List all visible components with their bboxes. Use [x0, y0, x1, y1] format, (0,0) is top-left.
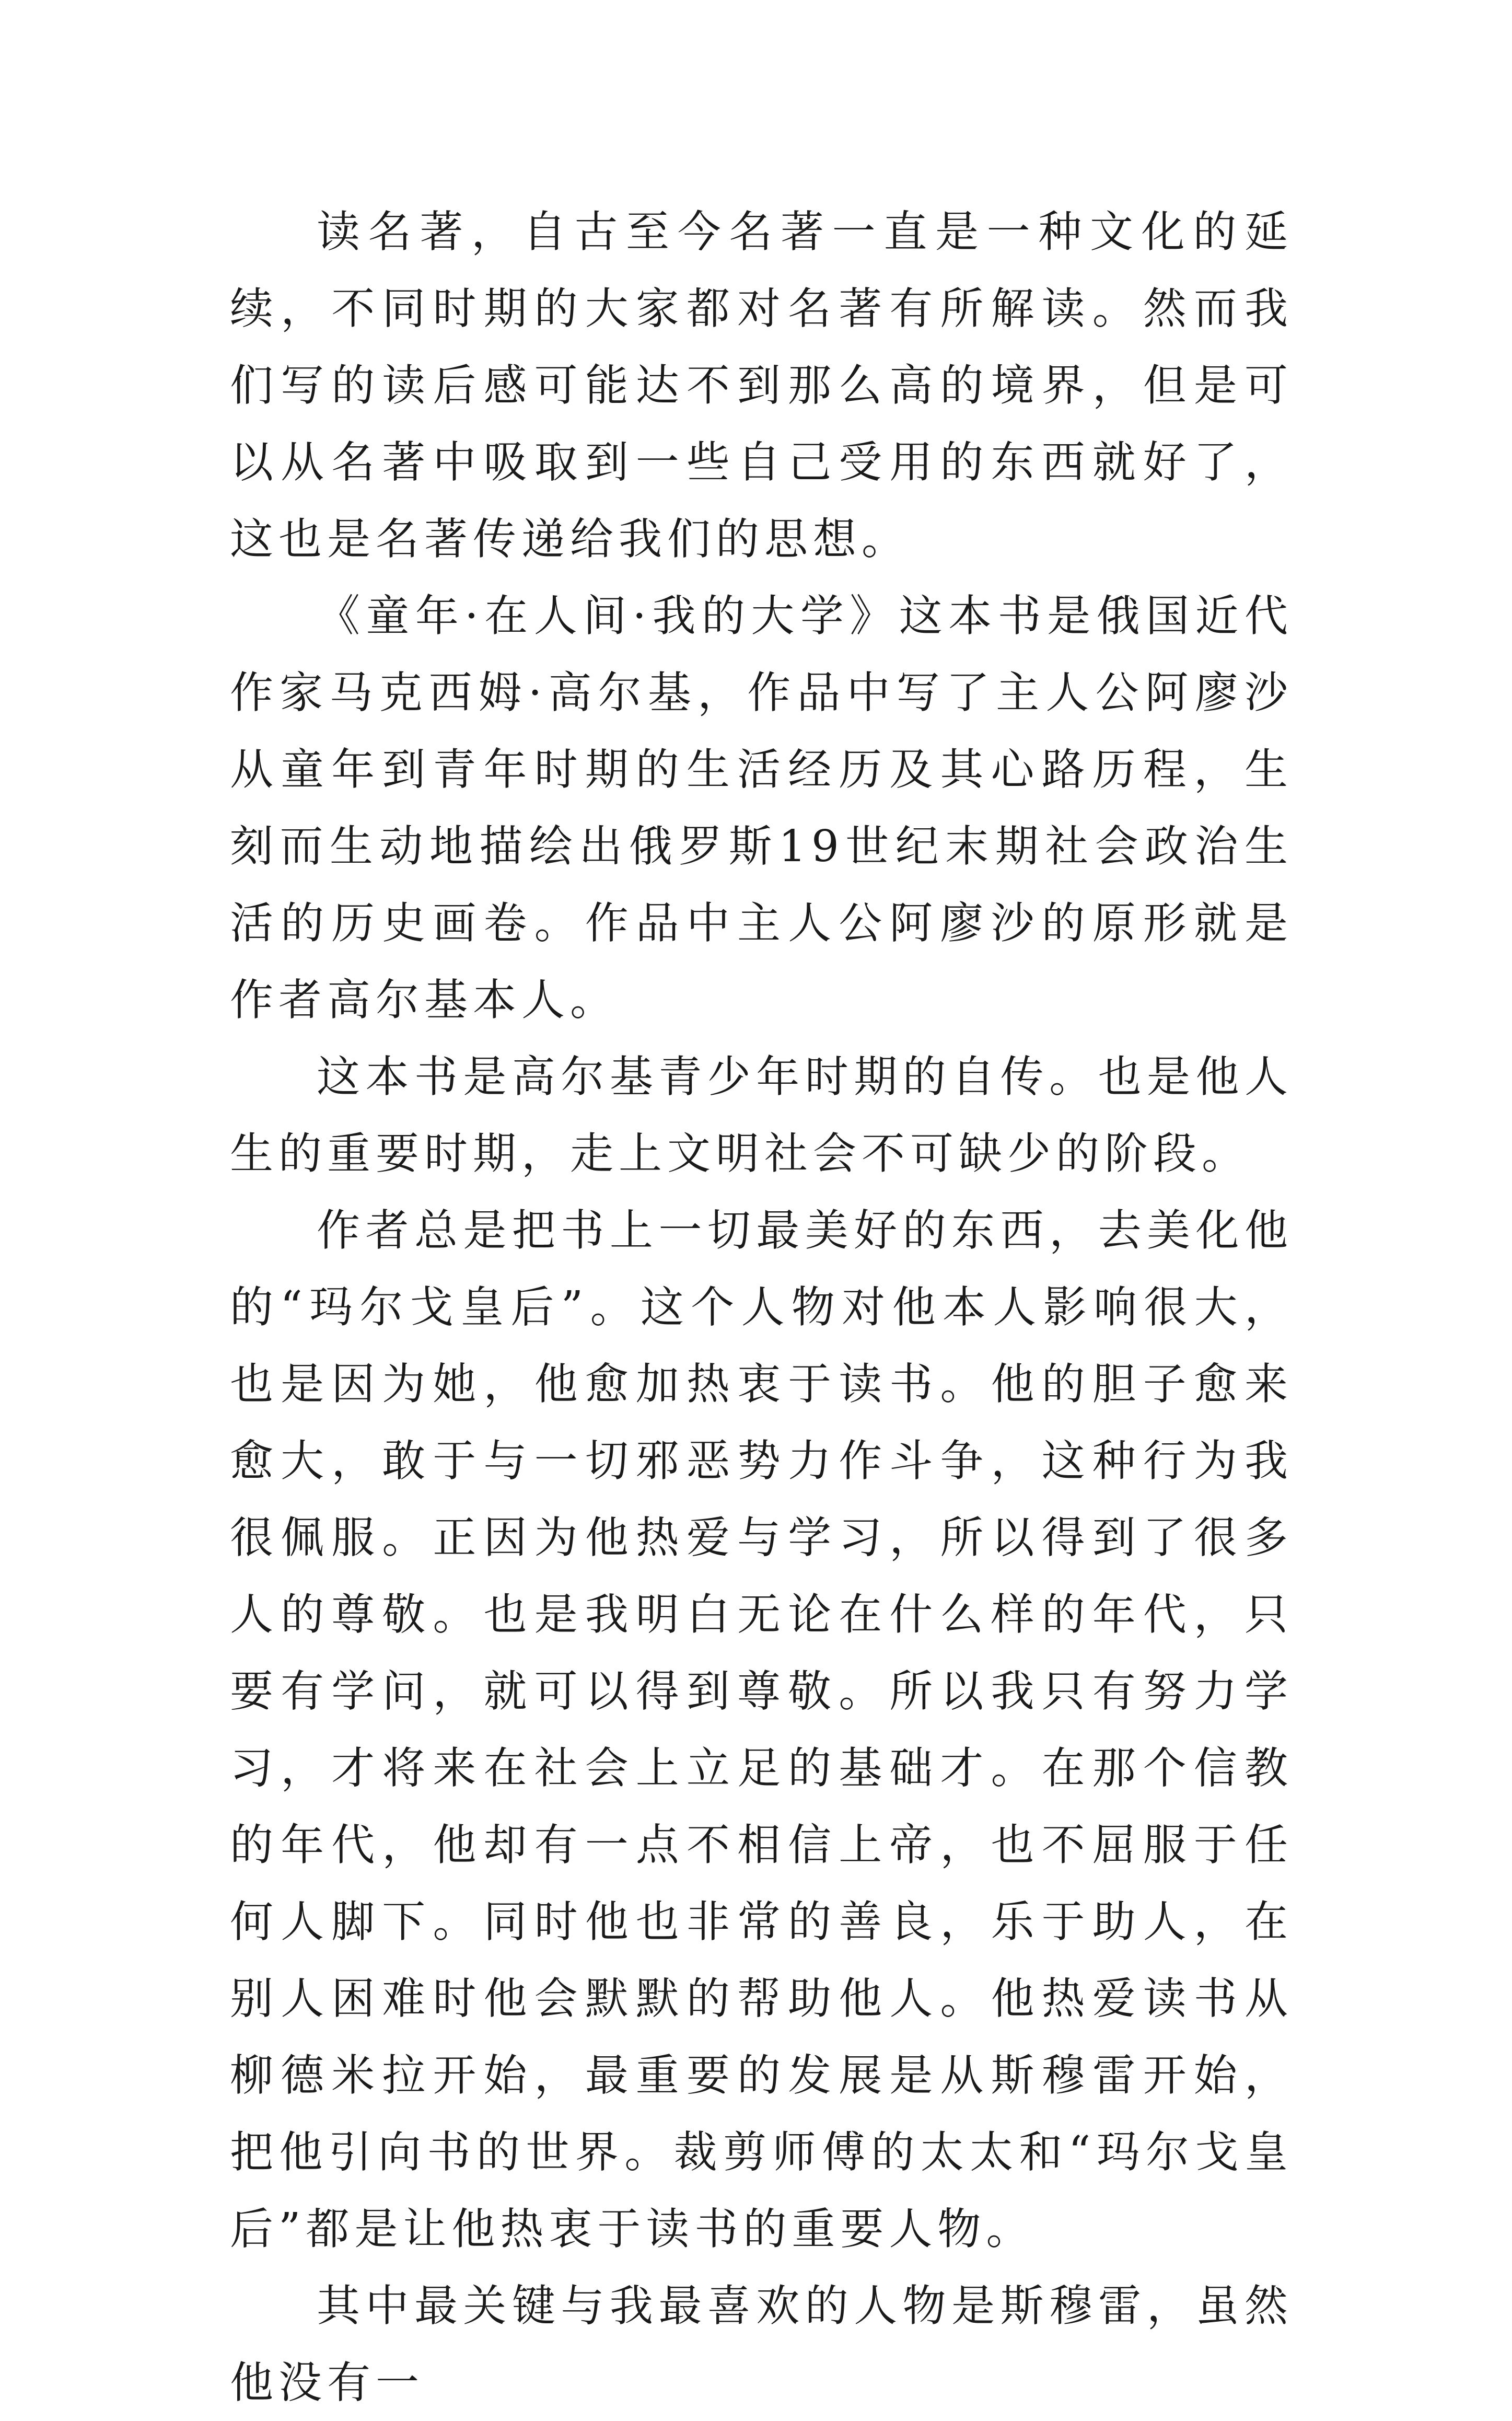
paragraph-5: 其中最关键与我最喜欢的人物是斯穆雷，虽然他没有一 [230, 2280, 1293, 2408]
paragraph-4: 作者总是把书上一切最美好的东西，去美化他的“玛尔戈皇后”。这个人物对他本人影响很大，也是因为她，他愈加热衷于读书。他的胆子愈来愈大，敢于与一切邪恶势力作斗争，这种行为我很佩服。正因为他热爱与学习，所以得到了很多人的尊敬。也是我明白无论在什么样的年代，只要有学问，就可以得到尊敬。所以我只有努力学习，才将来在社会上立足的基础才。在那个信教的年代，他却有一点不相信上帝，也不屈服于任何人脚下。同时他也非常的善良，乐于助人，在别人困难时他会默默的帮助他人。他热爱读书从柳德米拉开始，最重要的发展是从斯穆雷开始，把他引向书的世界。裁剪师傅的太太和“玛尔戈皇后”都是让他热衷于读书的重要人物。 [230, 1205, 1293, 2254]
paragraph-2: 《童年·在人间·我的大学》这本书是俄国近代作家马克西姆·高尔基，作品中写了主人公阿廖沙从童年到青年时期的生活经历及其心路历程，生刻而生动地描绘出俄罗斯19世纪末期社会政治生活的历史画卷。作品中主人公阿廖沙的原形就是作者高尔基本人。 [230, 590, 1293, 1025]
paragraph-3: 这本书是高尔基青少年时期的自传。也是他人生的重要时期，走上文明社会不可缺少的阶段。 [230, 1051, 1293, 1179]
paragraph-1: 读名著，自古至今名著一直是一种文化的延续，不同时期的大家都对名著有所解读。然而我们写的读后感可能达不到那么高的境界，但是可以从名著中吸取到一些自己受用的东西就好了，这也是名著传递给我们的思想。 [230, 206, 1293, 564]
body-text [230, 193, 1293, 2421]
